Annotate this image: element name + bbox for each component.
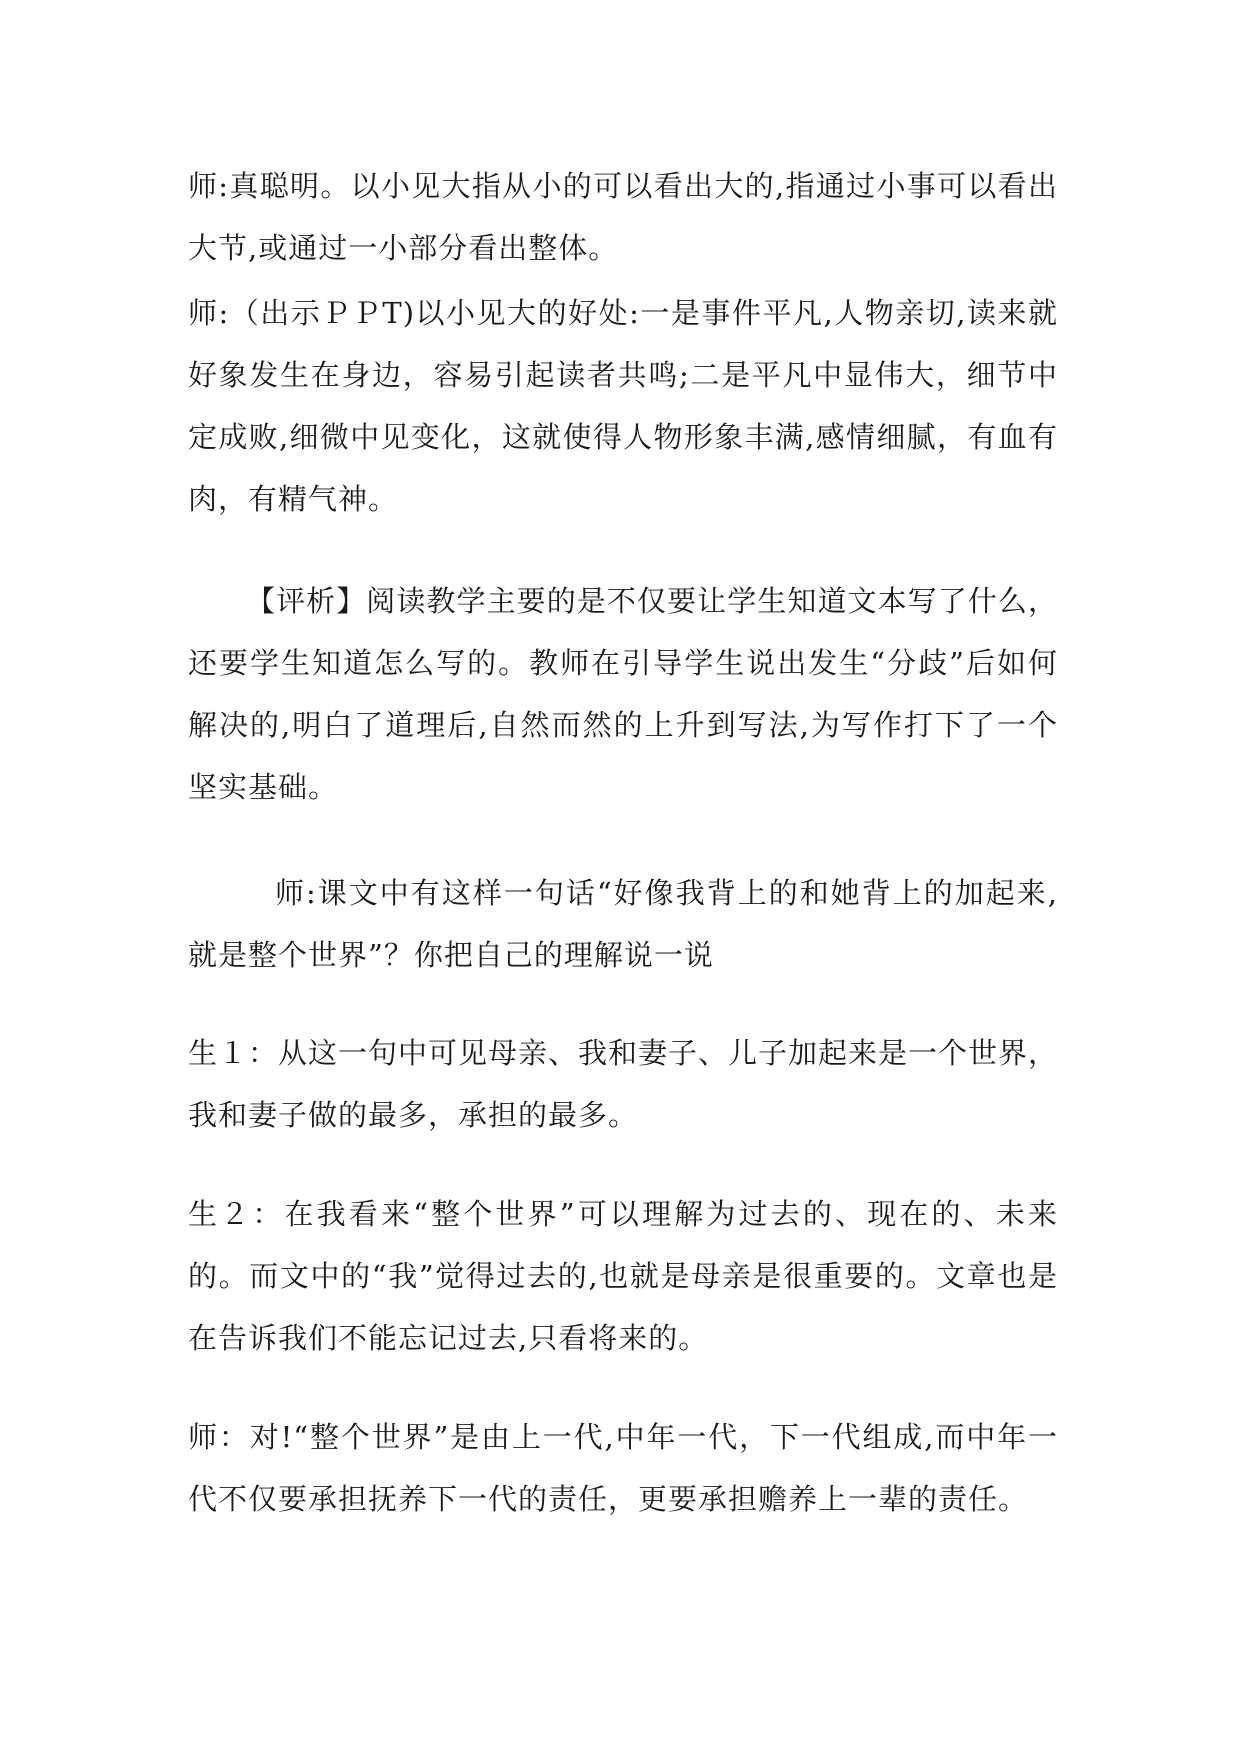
paragraph-teacher-ppt: 师:（出示ＰＰT)以小见大的好处:一是事件平凡,人物亲切,读来就好象发生在身边，容易引起读者共鸣;二是平凡中显伟大，细节中定成败,细微中见变化，这就使得人物形象丰满,感情细腻，有血有肉，有精气神。 xyxy=(188,296,1058,516)
paragraph-teacher-conclusion: 师：对!“整个世界”是由上一代,中年一代，下一代组成,而中年一代不仅要承担抚养下一代的责任，更要承担赡养上一辈的责任。 xyxy=(188,1420,1058,1516)
paragraph-teacher-praise: 师:真聪明。以小见大指从小的可以看出大的,指通过小事可以看出大节,或通过一小部分看出整体。 xyxy=(188,169,1058,265)
paragraph-student-1: 生１：从这一句中可见母亲、我和妻子、儿子加起来是一个世界，我和妻子做的最多，承担的最多。 xyxy=(188,1036,1059,1132)
paragraph-commentary: 【评析】阅读教学主要的是不仅要让学生知道文本写了什么，还要学生知道怎么写的。教师在引导学生说出发生“分歧”后如何解决的,明白了道理后,自然而然的上升到写法,为写作打下了一个坚实基础。 xyxy=(188,584,1058,804)
paragraph-student-2: 生２：在我看来“整个世界”可以理解为过去的、现在的、未来的。而文中的“我”觉得过去的,也就是母亲是很重要的。文章也是在告诉我们不能忘记过去,只看将来的。 xyxy=(188,1197,1058,1355)
paragraph-teacher-question: 师:课文中有这样一句话“好像我背上的和她背上的加起来,就是整个世界”？你把自己的理解说一说 xyxy=(188,876,1058,972)
